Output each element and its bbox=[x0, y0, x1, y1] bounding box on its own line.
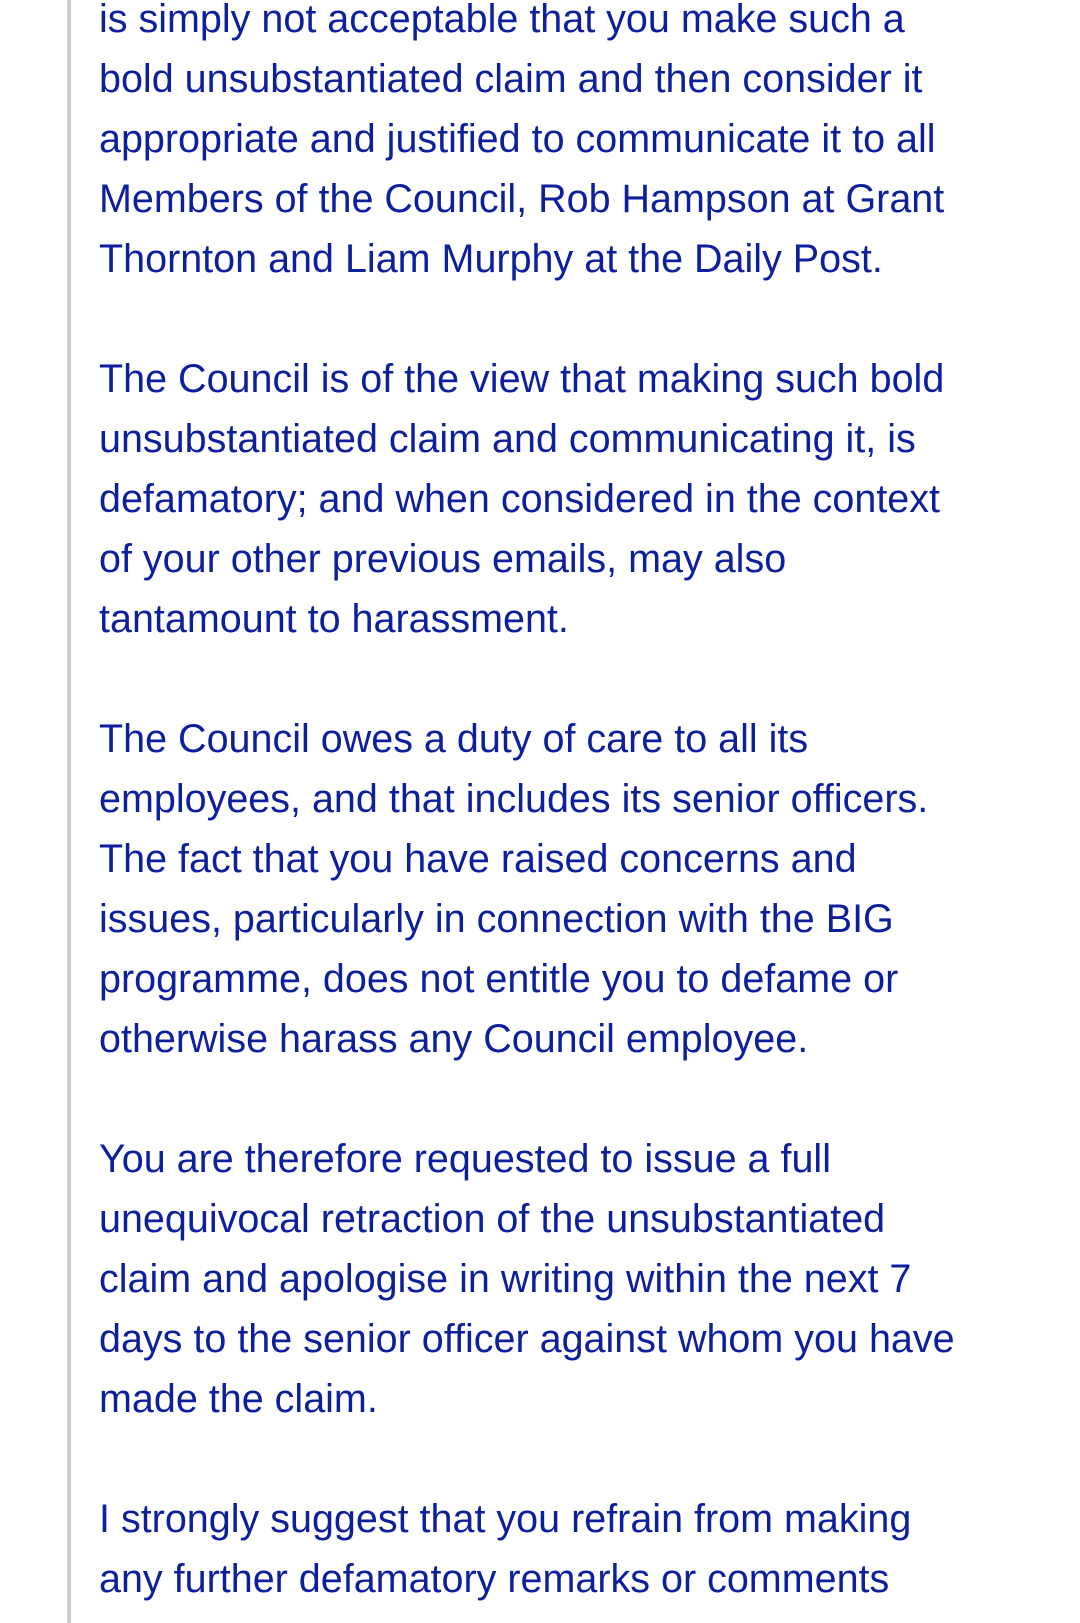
email-body bbox=[99, 0, 1059, 1623]
email-paragraph: The Council is of the view that making such bold unsubstantiated claim and communicating it, is defamatory; and when considered in the context of your other previous emails, may also tantamount to harassment. bbox=[99, 357, 945, 641]
email-paragraph: You are therefore requested to issue a full unequivocal retraction of the unsubstantiated claim and apologise in writing within the next 7 days to the senior officer against whom you have made the claim. bbox=[99, 1137, 955, 1421]
email-paragraph: is simply not acceptable that you make such a bold unsubstantiated claim and then consider it appropriate and justified to communicate it to all Members of the Council, Rob Hampson at Grant Thornton and Liam Murphy at the Daily Post. bbox=[99, 0, 945, 281]
email-paragraph: I strongly suggest that you refrain from making any further defamatory remarks or comments bbox=[99, 1497, 912, 1601]
email-paragraph: The Council owes a duty of care to all its employees, and that includes its senior officers. The fact that you have raised concerns and issues, particularly in connection with the BIG programme, does not entitle you to defame or otherwise harass any Council employee. bbox=[99, 717, 929, 1061]
quote-bar bbox=[67, 0, 71, 1623]
